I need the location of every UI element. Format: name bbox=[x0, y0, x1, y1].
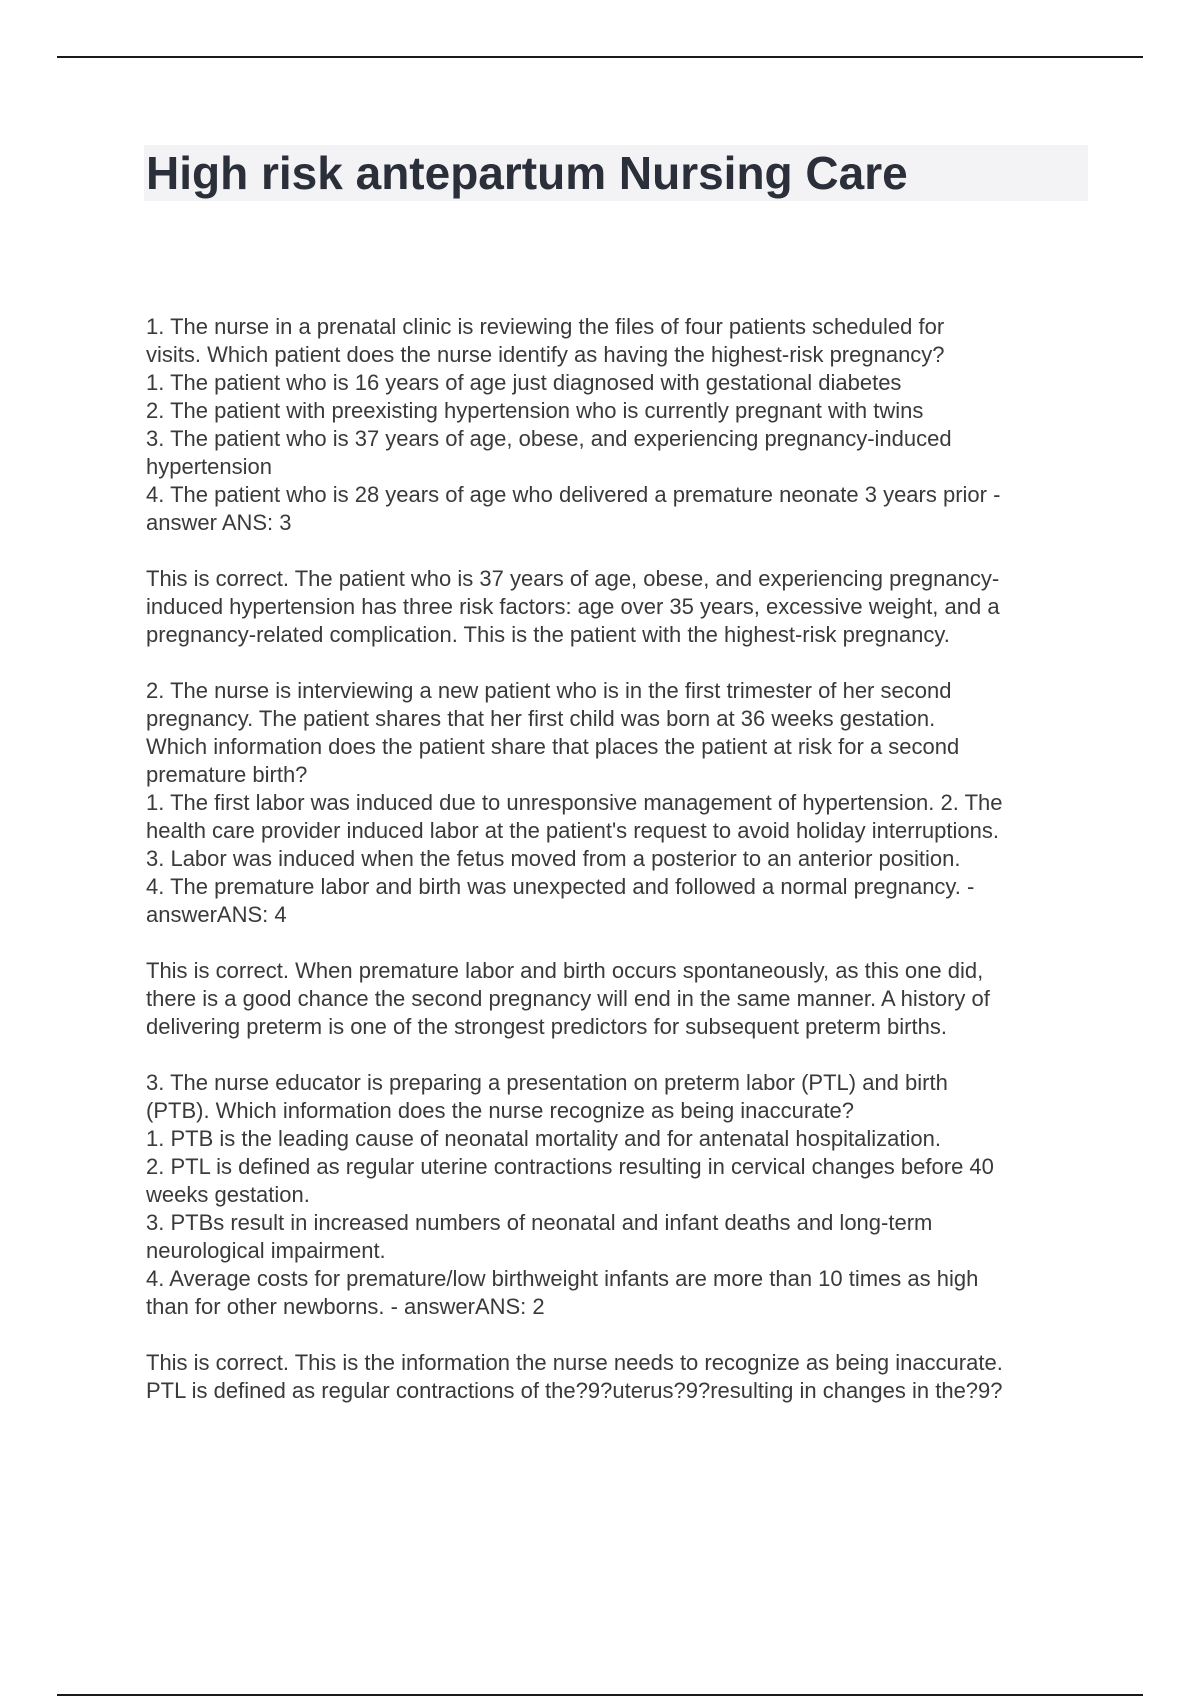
text-line: hypertension bbox=[146, 454, 272, 479]
text-line: delivering preterm is one of the strongest predictors for subsequent preterm births. bbox=[146, 1014, 947, 1039]
text-line: This is correct. The patient who is 37 years of age, obese, and experiencing pregnancy- bbox=[146, 566, 1000, 591]
text-line: visits. Which patient does the nurse identify as having the highest-risk pregnancy? bbox=[146, 342, 945, 367]
text-line: 1. The first labor was induced due to unresponsive management of hypertension. 2. The bbox=[146, 790, 1003, 815]
text-line: This is correct. This is the information the nurse needs to recognize as being inaccurate. bbox=[146, 1350, 1003, 1375]
document-body bbox=[146, 313, 1092, 1433]
text-line: 4. The premature labor and birth was unexpected and followed a normal pregnancy. - bbox=[146, 874, 975, 899]
text-line: PTL is defined as regular contractions of the?9?uterus?9?resulting in changes in the?9? bbox=[146, 1378, 1003, 1403]
text-line: (PTB). Which information does the nurse recognize as being inaccurate? bbox=[146, 1098, 855, 1123]
text-line: 3. Labor was induced when the fetus moved from a posterior to an anterior position. bbox=[146, 846, 961, 871]
text-line: This is correct. When premature labor and birth occurs spontaneously, as this one did, bbox=[146, 958, 984, 983]
question-3 bbox=[146, 1069, 1092, 1321]
text-line: Which information does the patient share that places the patient at risk for a second bbox=[146, 734, 960, 759]
text-line: than for other newborns. - answerANS: 2 bbox=[146, 1294, 545, 1319]
rationale-3 bbox=[146, 1349, 1092, 1405]
document-title: High risk antepartum Nursing Care bbox=[146, 147, 908, 199]
text-line: answerANS: 4 bbox=[146, 902, 287, 927]
text-line: pregnancy-related complication. This is the patient with the highest-risk pregnancy. bbox=[146, 622, 950, 647]
top-rule bbox=[57, 56, 1143, 58]
text-line: induced hypertension has three risk factors: age over 35 years, excessive weight, and a bbox=[146, 594, 1000, 619]
text-line: pregnancy. The patient shares that her first child was born at 36 weeks gestation. bbox=[146, 706, 936, 731]
text-line: 2. The patient with preexisting hypertension who is currently pregnant with twins bbox=[146, 398, 924, 423]
text-line: health care provider induced labor at the patient's request to avoid holiday interruptions. bbox=[146, 818, 999, 843]
text-line: 2. PTL is defined as regular uterine contractions resulting in cervical changes before 40 bbox=[146, 1154, 994, 1179]
text-line: 3. PTBs result in increased numbers of neonatal and infant deaths and long-term bbox=[146, 1210, 933, 1235]
text-line: neurological impairment. bbox=[146, 1238, 386, 1263]
question-2 bbox=[146, 677, 1092, 929]
text-line: 1. The nurse in a prenatal clinic is reviewing the files of four patients scheduled for bbox=[146, 314, 945, 339]
text-line: 3. The nurse educator is preparing a presentation on preterm labor (PTL) and birth bbox=[146, 1070, 948, 1095]
text-line: 1. The patient who is 16 years of age just diagnosed with gestational diabetes bbox=[146, 370, 902, 395]
text-line: 4. Average costs for premature/low birthweight infants are more than 10 times as high bbox=[146, 1266, 979, 1291]
text-line: answer ANS: 3 bbox=[146, 510, 292, 535]
question-1 bbox=[146, 313, 1092, 537]
rationale-1 bbox=[146, 565, 1092, 649]
text-line: 4. The patient who is 28 years of age who delivered a premature neonate 3 years prior - bbox=[146, 482, 1001, 507]
text-line: weeks gestation. bbox=[146, 1182, 310, 1207]
text-line: there is a good chance the second pregnancy will end in the same manner. A history of bbox=[146, 986, 990, 1011]
text-line: 3. The patient who is 37 years of age, obese, and experiencing pregnancy-induced bbox=[146, 426, 952, 451]
text-line: premature birth? bbox=[146, 762, 308, 787]
rationale-2 bbox=[146, 957, 1092, 1041]
text-line: 2. The nurse is interviewing a new patient who is in the first trimester of her second bbox=[146, 678, 952, 703]
bottom-rule bbox=[57, 1694, 1143, 1696]
text-line: 1. PTB is the leading cause of neonatal mortality and for antenatal hospitalization. bbox=[146, 1126, 941, 1151]
